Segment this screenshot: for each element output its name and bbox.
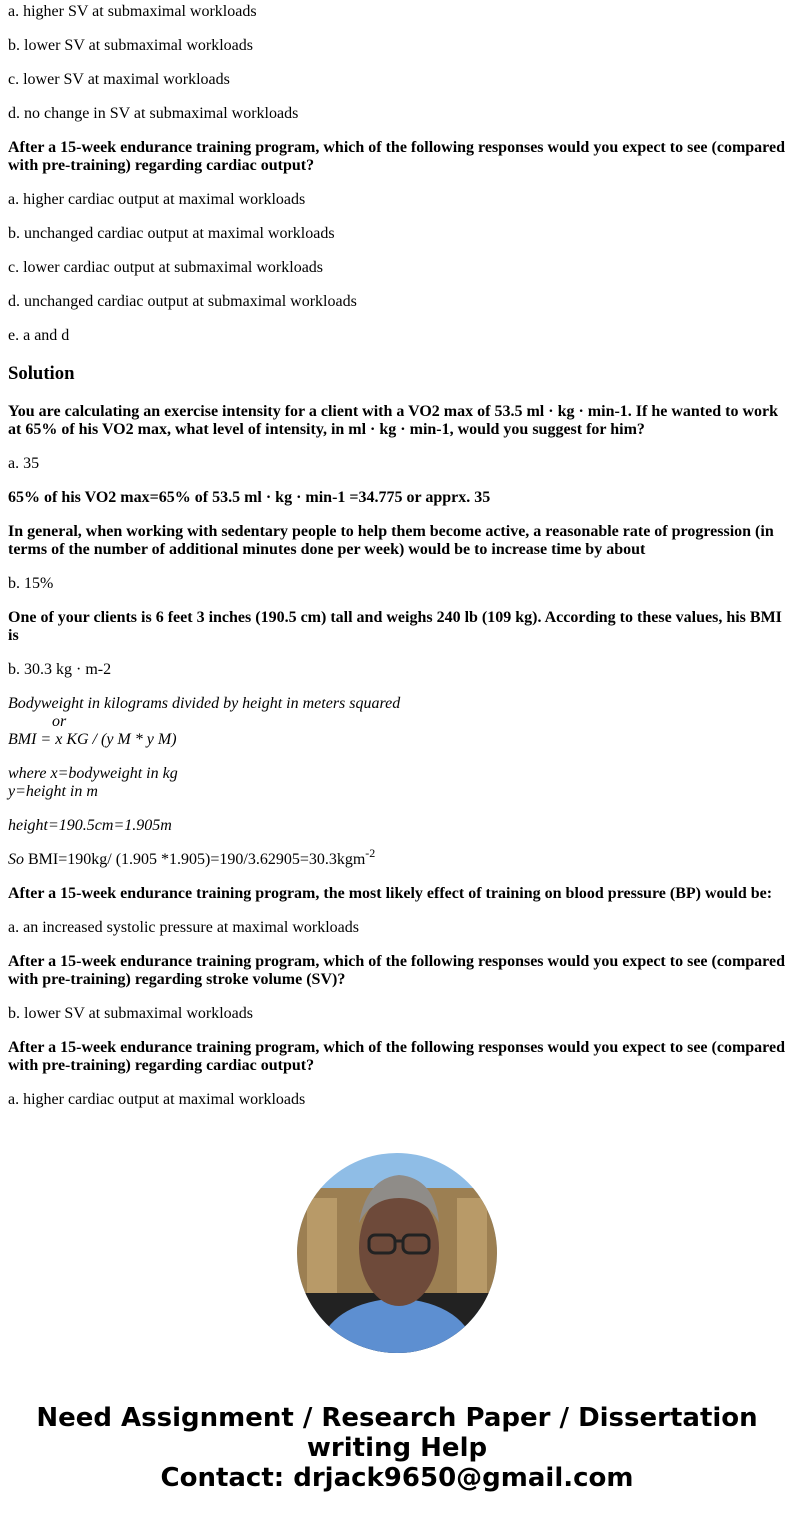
bmi-or: or	[52, 713, 67, 730]
question-text: After a 15-week endurance training program, which of the following responses would you expect to see (compared with pre-training) regarding cardiac output?	[8, 1039, 785, 1074]
answer-text: b. lower SV at submaximal workloads	[8, 1005, 254, 1022]
question-text: After a 15-week endurance training program, which of the following responses would you expect to see (compared with pre-training) regarding stroke volume (SV)?	[8, 953, 785, 988]
help-banner-text: Need Assignment / Research Paper / Dissertation writing Help	[36, 1403, 758, 1463]
calc-exponent: -2	[365, 846, 376, 860]
answer-text: a. an increased systolic pressure at maximal workloads	[8, 919, 359, 936]
question-text: In general, when working with sedentary people to help them become active, a reasonable rate of progression (in terms of the number of additional minutes done per week) would be to increase time by about	[8, 523, 774, 558]
portrait-image	[297, 1153, 497, 1353]
option-text: d. no change in SV at submaximal workloads	[8, 105, 299, 122]
question-text: After a 15-week endurance training program, the most likely effect of training on blood pressure (BP) would be:	[8, 885, 773, 902]
bmi-definition	[8, 695, 786, 749]
option-text: c. lower SV at maximal workloads	[8, 71, 230, 88]
answer-text: b. 15%	[8, 575, 54, 592]
contact-email: Contact: drjack9650@gmail.com	[160, 1463, 634, 1493]
question-text: You are calculating an exercise intensity for a client with a VO2 max of 53.5 ml · kg · min-1. If he wanted to work at 65% of his VO2 max, what level of intensity, in ml · kg · min-1, would you suggest for him?	[8, 403, 779, 438]
option-text: c. lower cardiac output at submaximal workloads	[8, 259, 324, 276]
where-x: where x=bodyweight in kg	[8, 765, 178, 782]
variable-definitions	[8, 765, 786, 801]
bmi-calculation	[8, 846, 786, 869]
contact-footer	[0, 1403, 794, 1493]
document-body	[8, 0, 786, 1125]
where-y: y=height in m	[8, 783, 98, 800]
author-photo	[297, 1153, 497, 1353]
answer-text: a. 35	[8, 455, 40, 472]
bmi-definition-text: Bodyweight in kilograms divided by height in meters squared	[8, 695, 401, 712]
question-text: After a 15-week endurance training program, which of the following responses would you expect to see (compared with pre-training) regarding cardiac output?	[8, 139, 785, 174]
answer-text: a. higher cardiac output at maximal workloads	[8, 1091, 306, 1108]
calc-text: BMI=190kg/ (1.905 *1.905)=190/3.62905=30.3kgm	[28, 851, 366, 868]
option-text: e. a and d	[8, 327, 70, 344]
height-conversion: height=190.5cm=1.905m	[8, 817, 172, 834]
option-text: b. lower SV at submaximal workloads	[8, 37, 254, 54]
option-text: b. unchanged cardiac output at maximal workloads	[8, 225, 335, 242]
bmi-formula: BMI = x KG / (y M * y M)	[8, 731, 177, 748]
question-text: One of your clients is 6 feet 3 inches (190.5 cm) tall and weighs 240 lb (109 kg). According to these values, his BMI is	[8, 609, 782, 644]
option-text: a. higher cardiac output at maximal workloads	[8, 191, 306, 208]
option-text: a. higher SV at submaximal workloads	[8, 3, 257, 20]
answer-text: b. 30.3 kg · m-2	[8, 661, 112, 678]
explanation-text: 65% of his VO2 max=65% of 53.5 ml · kg · min-1 =34.775 or apprx. 35	[8, 489, 491, 506]
solution-heading: Solution	[8, 363, 75, 384]
so-label: So	[8, 851, 24, 868]
option-text: d. unchanged cardiac output at submaximal workloads	[8, 293, 357, 310]
